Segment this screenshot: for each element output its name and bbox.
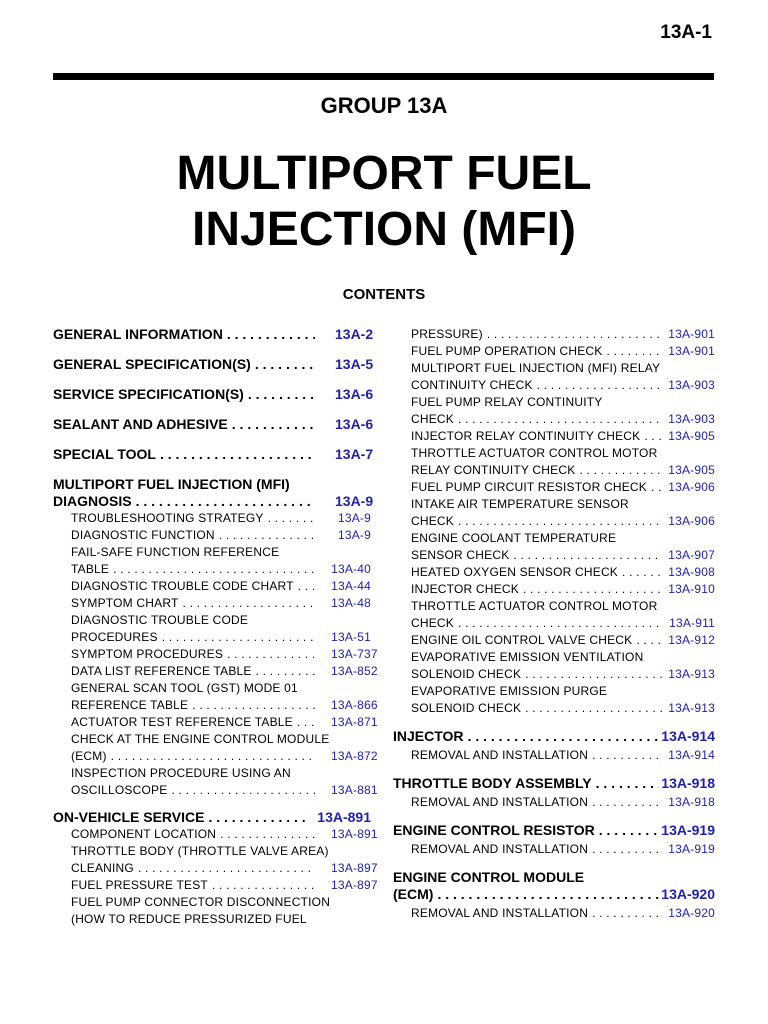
toc-label: REMOVAL AND INSTALLATION (411, 748, 589, 762)
toc-label: SPECIAL TOOL (53, 446, 156, 462)
leader-dots (599, 822, 659, 839)
toc-engine-control-resistor[interactable] (393, 822, 715, 839)
toc-page-link[interactable]: 13A-40 (331, 562, 371, 576)
leader-dots (437, 886, 659, 903)
toc-label-line: REFERENCE TABLE (71, 698, 189, 712)
leader-dots (111, 748, 315, 765)
toc-page-link[interactable]: 13A-2 (335, 326, 374, 342)
toc-label-line: SYMPTOM CHART (71, 596, 179, 610)
toc-page-link[interactable]: 13A-919 (668, 842, 715, 856)
diagnosis-sub-items (53, 510, 378, 799)
leader-dots (636, 632, 663, 649)
toc-label-line: SOLENOID CHECK (411, 667, 522, 681)
toc-page-link[interactable]: 13A-910 (668, 582, 715, 596)
toc-label-line: CHECK (411, 412, 455, 426)
leader-dots (219, 527, 315, 544)
toc-fuel-pump-disconnection[interactable] (53, 894, 371, 928)
on-vehicle-sub-items (53, 826, 378, 894)
toc-page-link[interactable]: 13A-891 (317, 809, 371, 825)
toc-label-line: FUEL PUMP CONNECTOR DISCONNECTION (71, 895, 331, 909)
toc-mfi-diagnosis[interactable] (53, 476, 374, 510)
toc-label-line: PRESSURE) (411, 327, 483, 341)
toc-page-link[interactable]: 13A-920 (661, 886, 715, 902)
toc-label-line: FUEL PUMP CIRCUIT RESISTOR CHECK (411, 480, 647, 494)
toc-label-line: CLEANING (71, 861, 134, 875)
toc-label-line: RELAY CONTINUITY CHECK (411, 463, 576, 477)
toc-label-line: ENGINE OIL CONTROL VALVE CHECK (411, 633, 633, 647)
toc-page-link[interactable]: 13A-891 (331, 827, 378, 841)
toc-page-link[interactable]: 13A-907 (668, 548, 715, 562)
leader-dots (651, 479, 663, 496)
leader-dots (592, 905, 663, 922)
leader-dots (113, 561, 315, 578)
leader-dots (227, 326, 315, 343)
leader-dots (212, 877, 315, 894)
leader-dots (596, 775, 659, 792)
toc-sub-item[interactable] (393, 530, 715, 564)
toc-page-link[interactable]: 13A-906 (668, 480, 715, 494)
leader-dots (136, 493, 315, 510)
toc-page-link[interactable]: 13A-912 (668, 633, 715, 647)
toc-service-specifications[interactable] (53, 386, 374, 403)
toc-sub-item[interactable] (393, 649, 715, 683)
toc-label: SERVICE SPECIFICATION(S) (53, 386, 244, 402)
toc-page-link[interactable]: 13A-872 (331, 749, 378, 763)
toc-label: GENERAL SPECIFICATION(S) (53, 356, 251, 372)
toc-label-line: TROUBLESHOOTING STRATEGY (71, 511, 264, 525)
toc-label-line: HEATED OXYGEN SENSOR CHECK (411, 565, 619, 579)
toc-label-line: CHECK AT THE ENGINE CONTROL MODULE (71, 732, 330, 746)
toc-label-line: FAIL-SAFE FUNCTION REFERENCE (71, 545, 280, 559)
toc-label-line: SENSOR CHECK (411, 548, 510, 562)
leader-dots (298, 578, 315, 595)
toc-page-link[interactable]: 13A-903 (668, 412, 715, 426)
continued-sub-items (393, 326, 715, 717)
toc-label-line: FUEL PRESSURE TEST (71, 878, 208, 892)
leader-dots (227, 646, 315, 663)
toc-page-link[interactable]: 13A-918 (668, 795, 715, 809)
toc-label-line: CHECK (411, 514, 455, 528)
toc-page-link[interactable]: 13A-897 (331, 878, 378, 892)
leader-dots (468, 728, 659, 745)
toc-sub-item[interactable] (53, 680, 378, 714)
leader-dots (138, 860, 315, 877)
toc-label-line: (ECM) (71, 749, 107, 763)
leader-dots (192, 697, 315, 714)
toc-label-line: DIAGNOSIS (53, 493, 132, 509)
toc-throttle-body-removal[interactable] (393, 794, 715, 811)
toc-page-link[interactable]: 13A-5 (335, 356, 374, 372)
toc-page-link[interactable]: 13A-908 (668, 565, 715, 579)
toc-label-line: (ECM) (393, 886, 434, 902)
toc-label-line: DIAGNOSTIC TROUBLE CODE (71, 613, 249, 627)
toc-sub-item[interactable] (53, 714, 378, 731)
toc-sub-item[interactable] (393, 394, 715, 428)
toc-sub-item[interactable] (53, 527, 371, 544)
toc-label-line: INTAKE AIR TEMPERATURE SENSOR (411, 497, 629, 511)
toc-label-line: ENGINE COOLANT TEMPERATURE (411, 531, 617, 545)
toc-label-line: DIAGNOSTIC TROUBLE CODE CHART (71, 579, 294, 593)
toc-label-line: FUEL PUMP RELAY CONTINUITY (411, 395, 603, 409)
toc-label-line: COMPONENT LOCATION (71, 827, 217, 841)
toc-label-line: SOLENOID CHECK (411, 701, 522, 715)
toc-label-line: CONTINUITY CHECK (411, 378, 533, 392)
toc-label: REMOVAL AND INSTALLATION (411, 906, 589, 920)
leader-dots (606, 343, 663, 360)
leader-dots (513, 547, 663, 564)
toc-page-link[interactable]: 13A-881 (331, 783, 378, 797)
toc-general-specifications[interactable] (53, 356, 374, 373)
toc-page-link[interactable]: 13A-906 (668, 514, 715, 528)
toc-sub-item[interactable] (53, 595, 371, 612)
leader-dots (458, 615, 663, 632)
toc-page-link[interactable]: 13A-866 (331, 698, 378, 712)
toc-page-link[interactable]: 13A-51 (331, 630, 371, 644)
toc-label: REMOVAL AND INSTALLATION (411, 842, 589, 856)
toc-page-link[interactable]: 13A-914 (668, 748, 715, 762)
toc-sub-item[interactable] (393, 326, 715, 343)
toc-sub-item[interactable] (53, 663, 378, 680)
toc-page-link[interactable]: 13A-897 (331, 861, 378, 875)
toc-label-line: DATA LIST REFERENCE TABLE (71, 664, 252, 678)
toc-sub-item[interactable] (393, 445, 715, 479)
leader-dots (220, 826, 315, 843)
toc-label-line: EVAPORATIVE EMISSION VENTILATION (411, 650, 644, 664)
toc-page-link[interactable]: 13A-903 (668, 378, 715, 392)
toc-page-link[interactable]: 13A-905 (668, 463, 715, 477)
toc-label: SEALANT AND ADHESIVE (53, 416, 228, 432)
toc-label: ON-VEHICLE SERVICE (53, 809, 205, 825)
toc-sub-item[interactable] (53, 578, 371, 595)
toc-label-line: FUEL PUMP OPERATION CHECK (411, 344, 603, 358)
leader-dots (162, 629, 315, 646)
leader-dots (171, 782, 315, 799)
toc-label-line: EVAPORATIVE EMISSION PURGE (411, 684, 608, 698)
toc-sub-item[interactable] (393, 496, 715, 530)
leader-dots (523, 581, 663, 598)
toc-general-information[interactable] (53, 326, 374, 343)
toc-sub-item[interactable] (53, 843, 378, 877)
toc-sub-item[interactable] (393, 343, 715, 360)
leader-dots (537, 377, 663, 394)
toc-page-link[interactable]: 13A-911 (669, 616, 715, 630)
leader-dots (297, 714, 315, 731)
toc-page-link[interactable]: 13A-871 (331, 715, 378, 729)
toc-sub-item[interactable] (53, 510, 371, 527)
leader-dots (458, 513, 663, 530)
toc-injector[interactable] (393, 728, 715, 745)
toc-label-line: ACTUATOR TEST REFERENCE TABLE (71, 715, 293, 729)
toc-label-line: ENGINE CONTROL MODULE (393, 869, 585, 885)
toc-sub-item[interactable] (393, 632, 715, 649)
toc-sub-item[interactable] (393, 360, 715, 394)
leader-dots (592, 747, 663, 764)
toc-page-link[interactable]: 13A-6 (335, 416, 374, 432)
toc-injector-removal[interactable] (393, 747, 715, 764)
toc-page-link[interactable]: 13A-9 (337, 511, 371, 525)
toc-engine-control-module[interactable] (393, 869, 715, 903)
toc-page-link[interactable]: 13A-9 (337, 528, 371, 542)
leader-dots (160, 446, 315, 463)
leader-dots (592, 794, 663, 811)
leader-dots (592, 841, 663, 858)
toc-page-link[interactable]: 13A-919 (661, 822, 715, 838)
toc-page-link[interactable]: 13A-7 (335, 446, 374, 462)
leader-dots (232, 416, 315, 433)
toc-label-line: INJECTOR RELAY CONTINUITY CHECK (411, 429, 641, 443)
toc-label-line: TABLE (71, 562, 110, 576)
leader-dots (487, 326, 663, 343)
toc-page-link[interactable]: 13A-913 (668, 667, 715, 681)
toc-page-link[interactable]: 13A-913 (668, 701, 715, 715)
toc-label: INJECTOR (393, 728, 464, 744)
leader-dots (579, 462, 663, 479)
toc-page-link[interactable]: 13A-901 (668, 344, 715, 358)
top-rule (53, 73, 714, 80)
toc-page-link[interactable]: 13A-9 (335, 493, 374, 509)
toc-label-line: OSCILLOSCOPE (71, 783, 168, 797)
leader-dots (268, 510, 315, 527)
toc-sub-item[interactable] (393, 479, 715, 496)
toc-page-link[interactable]: 13A-914 (661, 728, 715, 744)
leader-dots (525, 666, 663, 683)
toc-sub-item[interactable] (53, 612, 371, 646)
leader-dots (525, 700, 663, 717)
toc-page-link[interactable]: 13A-44 (331, 579, 371, 593)
toc-label-line: PROCEDURES (71, 630, 158, 644)
toc-label-line: THROTTLE BODY (THROTTLE VALVE AREA) (71, 844, 329, 858)
toc-special-tool[interactable] (53, 446, 374, 463)
toc-page-link[interactable]: 13A-920 (668, 906, 715, 920)
toc-label-line: SYMPTOM PROCEDURES (71, 647, 224, 661)
toc-ecm-removal[interactable] (393, 905, 715, 922)
toc-throttle-body-assembly[interactable] (393, 775, 715, 792)
toc-label-line: MULTIPORT FUEL INJECTION (MFI) (53, 476, 290, 492)
toc-page-link[interactable]: 13A-737 (331, 647, 378, 661)
toc-sub-item[interactable] (393, 564, 715, 581)
leader-dots (255, 356, 315, 373)
toc-label-line: DIAGNOSTIC FUNCTION (71, 528, 215, 542)
toc-sub-item[interactable] (393, 428, 715, 445)
toc-left-column (53, 326, 378, 928)
leader-dots (208, 809, 309, 826)
toc-label: REMOVAL AND INSTALLATION (411, 795, 589, 809)
toc-page-link[interactable]: 13A-918 (661, 775, 715, 791)
toc-page-link[interactable]: 13A-6 (335, 386, 374, 402)
toc-sub-item[interactable] (53, 544, 371, 578)
leader-dots (644, 428, 663, 445)
leader-dots (248, 386, 315, 403)
toc-label-line: INJECTOR CHECK (411, 582, 519, 596)
leader-dots (458, 411, 663, 428)
toc-label-line: THROTTLE ACTUATOR CONTROL MOTOR (411, 446, 658, 460)
toc-engine-control-resistor-removal[interactable] (393, 841, 715, 858)
toc-label-line: CHECK (411, 616, 455, 630)
toc-page-link[interactable]: 13A-48 (331, 596, 371, 610)
title-line-1: MULTIPORT FUEL (176, 147, 592, 200)
group-heading: GROUP 13A (320, 93, 448, 118)
toc-sub-item[interactable] (393, 598, 715, 632)
toc-label-line: INSPECTION PROCEDURE USING AN (71, 766, 291, 780)
contents-heading: CONTENTS (342, 286, 426, 303)
toc-label: ENGINE CONTROL RESISTOR (393, 822, 595, 838)
toc-label: THROTTLE BODY ASSEMBLY (393, 775, 592, 791)
toc-sub-item[interactable] (53, 826, 378, 843)
toc-sub-item[interactable] (53, 765, 378, 799)
toc-right-column (393, 326, 715, 922)
toc-label: GENERAL INFORMATION (53, 326, 223, 342)
toc-sealant-adhesive[interactable] (53, 416, 374, 433)
toc-sub-item[interactable] (393, 683, 715, 717)
toc-page-link[interactable]: 13A-852 (331, 664, 378, 678)
document-title (0, 146, 768, 258)
toc-label-line: (HOW TO REDUCE PRESSURIZED FUEL (71, 912, 307, 926)
toc-page-link[interactable]: 13A-905 (668, 429, 715, 443)
toc-label-line: THROTTLE ACTUATOR CONTROL MOTOR (411, 599, 658, 613)
toc-sub-item[interactable] (53, 877, 378, 894)
page-number: 13A-1 (660, 22, 712, 43)
toc-sub-item[interactable] (53, 646, 378, 663)
toc-sub-item[interactable] (393, 581, 715, 598)
leader-dots (183, 595, 315, 612)
toc-label-line: MULTIPORT FUEL INJECTION (MFI) RELAY (411, 361, 661, 375)
toc-on-vehicle-service[interactable] (53, 809, 371, 826)
leader-dots (622, 564, 663, 581)
toc-sub-item[interactable] (53, 731, 378, 765)
leader-dots (256, 663, 315, 680)
toc-label-line: GENERAL SCAN TOOL (GST) MODE 01 (71, 681, 298, 695)
toc-page-link[interactable]: 13A-901 (668, 327, 715, 341)
title-line-2: INJECTION (MFI) (192, 203, 576, 256)
